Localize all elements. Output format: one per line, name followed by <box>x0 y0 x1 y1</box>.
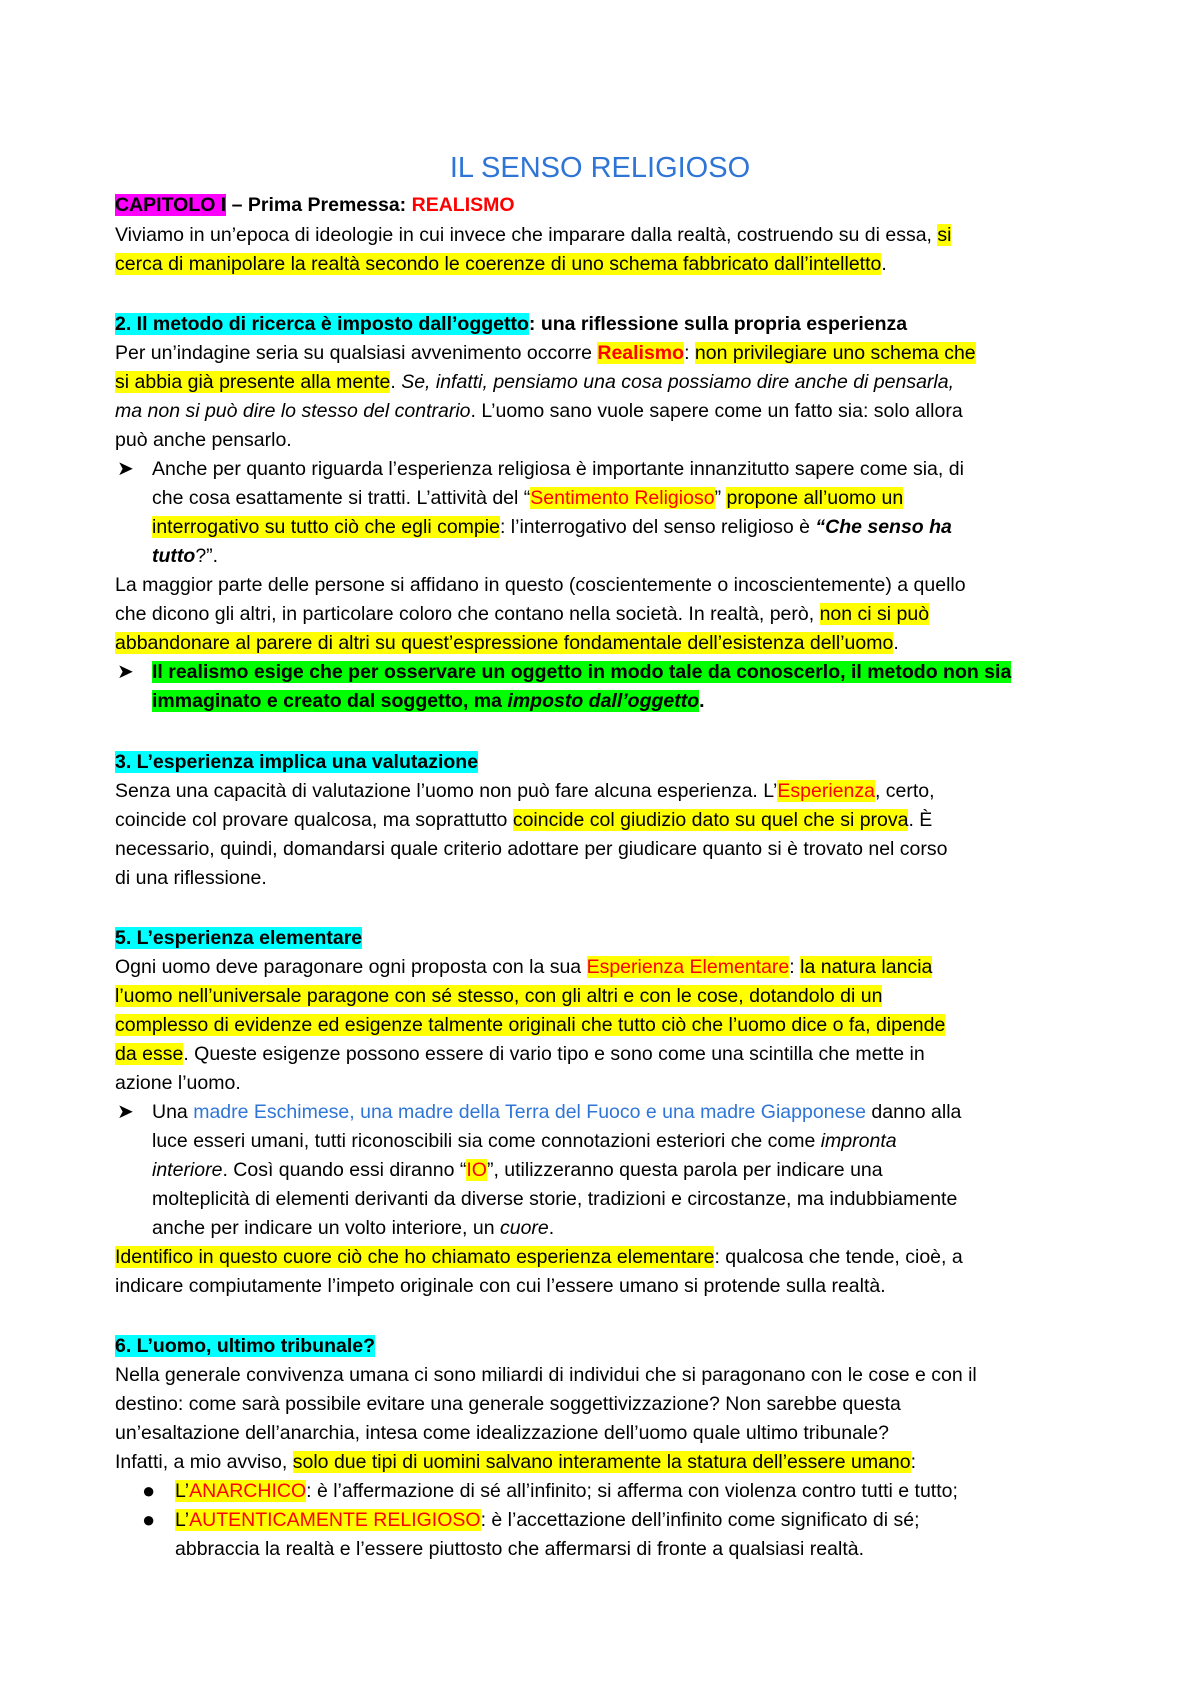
s5-para-line-2: indicare compiutamente l’impeto originale con cui l’essere umano si protende sulla realtà. <box>115 1275 886 1297</box>
section-2-heading <box>115 311 907 339</box>
s5-bullet-line-1 <box>152 1099 961 1127</box>
text-run: . <box>390 371 402 393</box>
text-run: . L’uomo sano vuole sapere come un fatto sia: solo allora <box>470 400 963 422</box>
italic-run: cuore <box>499 1217 549 1239</box>
arrow-bullet-icon: ➤ <box>117 661 134 683</box>
text-run: . Così quando essi diranno “ <box>222 1159 467 1181</box>
text-run: Infatti, a mio avviso, <box>115 1451 293 1473</box>
keyword-esperienza-elementare: Esperienza Elementare <box>586 956 790 978</box>
keyword-esperienza: Esperienza <box>777 780 875 802</box>
section-5-heading <box>115 925 362 953</box>
intro-line-2 <box>115 251 887 279</box>
italic-run: impronta <box>820 1130 897 1152</box>
s2-bullet-1-line-2 <box>152 485 903 513</box>
text-run: Senza una capacità di valutazione l’uomo non può fare alcuna esperienza. L’ <box>115 780 778 802</box>
text-run: che dicono gli altri, in particolare coloro che contano nella società. In realtà, però, <box>115 603 820 625</box>
text-run: : <box>684 342 695 364</box>
s2-line-1 <box>115 340 976 368</box>
highlight-run: la natura lancia <box>800 956 933 978</box>
text-run: . <box>699 690 705 712</box>
s2-bullet-1-line-4 <box>152 543 218 571</box>
highlight-run: solo due tipi di uomini salvano interamente la statura dell’essere umano <box>292 1451 911 1473</box>
keyword-sentimento-religioso: Sentimento Religioso <box>530 487 715 509</box>
green-highlight-run: Il realismo esige che per osservare un oggetto in modo tale da conoscerlo, il metodo non sia <box>152 661 1012 683</box>
highlight-run: propone all’uomo un <box>726 487 904 509</box>
text-run: ”, utilizzeranno questa parola per indicare una <box>486 1159 883 1181</box>
s5-line-2 <box>115 983 882 1011</box>
s5-bullet-line-4: molteplicità di elementi derivanti da diverse storie, tradizioni e circostanze, ma indubbiamente <box>152 1188 958 1210</box>
s3-line-1 <box>115 778 935 806</box>
s6-item-religioso-line-2: abbraccia la realtà e l’essere piuttosto che affermarsi di fronte a qualsiasi realtà. <box>175 1538 865 1560</box>
s5-line-5: azione l’uomo. <box>115 1072 241 1094</box>
keyword-autenticamente-religioso: AUTENTICAMENTE RELIGIOSO <box>189 1509 481 1531</box>
text-run: anche per indicare un volto interiore, un <box>152 1217 500 1239</box>
text-run: Ogni uomo deve paragonare ogni proposta con la sua <box>115 956 587 978</box>
s2-line-2 <box>115 369 954 397</box>
highlight-run: non ci si può <box>819 603 930 625</box>
arrow-bullet-icon: ➤ <box>117 1101 134 1123</box>
text-run: : <box>789 956 801 978</box>
s2-para-2-line-1: La maggior parte delle persone si affidano in questo (coscientemente o incoscientemente) a quello <box>115 574 966 596</box>
italic-run: ma non si può dire lo stesso del contrario <box>115 400 471 422</box>
section-3-heading <box>115 749 478 777</box>
text-run: luce esseri umani, tutti riconoscibili sia come connotazioni esteriori che come <box>152 1130 821 1152</box>
text-run: Per un’indagine seria su qualsiasi avvenimento occorre <box>115 342 598 364</box>
keyword-io: IO <box>466 1159 487 1181</box>
s2-bullet-2-line-2 <box>152 688 705 716</box>
s5-line-4 <box>115 1041 925 1069</box>
s5-line-1 <box>115 954 932 982</box>
heading-highlight: 5. L’esperienza elementare <box>115 927 363 949</box>
arrow-bullet-icon: ➤ <box>117 458 134 480</box>
text-run: : qualcosa che tende, cioè, a <box>714 1246 963 1268</box>
text-run: che cosa esattamente si tratti. L’attività del “ <box>152 487 531 509</box>
italic-run: Se, infatti, pensiamo una cosa possiamo dire anche di pensarla, <box>401 371 955 393</box>
s6-line-2: destino: come sarà possibile evitare una generale soggettivizzazione? Non sarebbe questa <box>115 1393 901 1415</box>
s2-bullet-1-line-3 <box>152 514 952 542</box>
s5-line-3 <box>115 1012 945 1040</box>
highlight-run: cerca di manipolare la realtà secondo le coerenze di uno schema fabbricato dall’intelletto <box>115 253 882 275</box>
highlight-run: complesso di evidenze ed esigenze talmente originali che tutto ciò che l’uomo dice o fa, dipende <box>115 1014 946 1036</box>
text-run: Viviamo in un’epoca di ideologie in cui invece che imparare dalla realtà, costruendo su di essa, <box>115 224 938 246</box>
s5-bullet-line-5 <box>152 1215 554 1243</box>
s5-bullet-line-2 <box>152 1128 897 1156</box>
highlight-run: non privilegiare uno schema che <box>694 342 976 364</box>
bullet-dot-icon: ● <box>142 1478 156 1503</box>
s6-item-anarchico <box>175 1478 958 1506</box>
blue-run: madre Eschimese, una madre della Terra del Fuoco e una madre Giapponese <box>193 1101 866 1123</box>
s6-item-religioso <box>175 1507 920 1535</box>
green-highlight-run: immaginato e creato dal soggetto, ma <box>152 690 508 712</box>
text-run: : <box>910 1451 917 1473</box>
bold-italic-run: tutto <box>152 545 196 567</box>
heading-highlight: 6. L’uomo, ultimo tribunale? <box>115 1335 376 1357</box>
text-run: . <box>881 253 887 275</box>
s2-bullet-1-line-1: Anche per quanto riguarda l’esperienza religiosa è importante innanzitutto sapere come sia, di <box>152 458 964 480</box>
section-6-heading <box>115 1333 375 1361</box>
text-run: ” <box>714 487 727 509</box>
heading-highlight: 3. L’esperienza implica una valutazione <box>115 751 479 773</box>
text-run: danno alla <box>865 1101 962 1123</box>
s6-line-1: Nella generale convivenza umana ci sono miliardi di individui che si paragonano con le cose e con il <box>115 1364 977 1386</box>
highlight-run: Identifico in questo cuore ciò che ho chiamato esperienza elementare <box>115 1246 715 1268</box>
s6-line-3: un’esaltazione dell’anarchia, intesa come idealizzazione dell’uomo quale ultimo tribunale? <box>115 1422 889 1444</box>
italic-run: interiore <box>152 1159 223 1181</box>
green-highlight-italic: imposto dall’oggetto <box>507 690 700 712</box>
highlight-run: da esse <box>115 1043 184 1065</box>
s3-line-4: di una riflessione. <box>115 867 267 889</box>
text-run: : è l’accettazione dell’infinito come significato di sé; <box>480 1509 920 1531</box>
chapter-topic: REALISMO <box>411 194 515 216</box>
s2-bullet-2-line-1 <box>152 659 1011 687</box>
s2-para-2-line-2 <box>115 601 929 629</box>
chapter-line <box>115 192 515 220</box>
heading-rest: : una riflessione sulla propria esperienza <box>528 313 908 335</box>
text-run: . Queste esigenze possono essere di vario tipo e sono come una scintilla che mette in <box>183 1043 925 1065</box>
highlight-run: L’ <box>175 1509 190 1531</box>
highlight-run: abbandonare al parere di altri su quest’espressione fondamentale dell’esistenza dell’uomo <box>115 632 894 654</box>
text-run: : è l’affermazione di sé all’infinito; si afferma con violenza contro tutti e tutto; <box>306 1480 958 1502</box>
bold-italic-run: “Che senso ha <box>815 516 952 538</box>
highlight-run: si <box>937 224 952 246</box>
s2-para-2-line-3 <box>115 630 899 658</box>
s5-bullet-line-3 <box>152 1157 883 1185</box>
document-title: IL SENSO RELIGIOSO <box>449 152 751 184</box>
highlight-run: interrogativo su tutto ciò che egli compie <box>152 516 500 538</box>
chapter-subtitle: – Prima Premessa: <box>226 194 412 216</box>
s5-para-line-1 <box>115 1244 963 1272</box>
chapter-label: CAPITOLO I <box>115 194 227 216</box>
text-run: . <box>893 632 899 654</box>
text-run: Una <box>152 1101 194 1123</box>
bullet-dot-icon: ● <box>142 1507 156 1532</box>
highlight-run: coincide col giudizio dato su quel che si prova <box>512 809 909 831</box>
s6-line-4 <box>115 1449 916 1477</box>
text-run: coincide col provare qualcosa, ma soprattutto <box>115 809 513 831</box>
s3-line-3: necessario, quindi, domandarsi quale criterio adottare per giudicare quanto si è trovato nel corso <box>115 838 948 860</box>
intro-line-1 <box>115 222 951 250</box>
heading-highlight: 2. Il metodo di ricerca è imposto dall’oggetto <box>115 313 529 335</box>
text-run: . È <box>908 809 933 831</box>
text-run: ?”. <box>195 545 219 567</box>
highlight-run: si abbia già presente alla mente <box>115 371 391 393</box>
s2-line-3 <box>115 398 963 426</box>
keyword-anarchico: ANARCHICO <box>189 1480 307 1502</box>
text-run: . <box>548 1217 555 1239</box>
s3-line-2 <box>115 807 932 835</box>
highlight-run: L’ <box>175 1480 190 1502</box>
s2-line-4: può anche pensarlo. <box>115 429 292 451</box>
keyword-realismo: Realismo <box>597 342 685 364</box>
text-run: : l’interrogativo del senso religioso è <box>499 516 816 538</box>
highlight-run: l’uomo nell’universale paragone con sé stesso, con gli altri e con le cose, dotandolo di un <box>115 985 883 1007</box>
text-run: , certo, <box>874 780 935 802</box>
